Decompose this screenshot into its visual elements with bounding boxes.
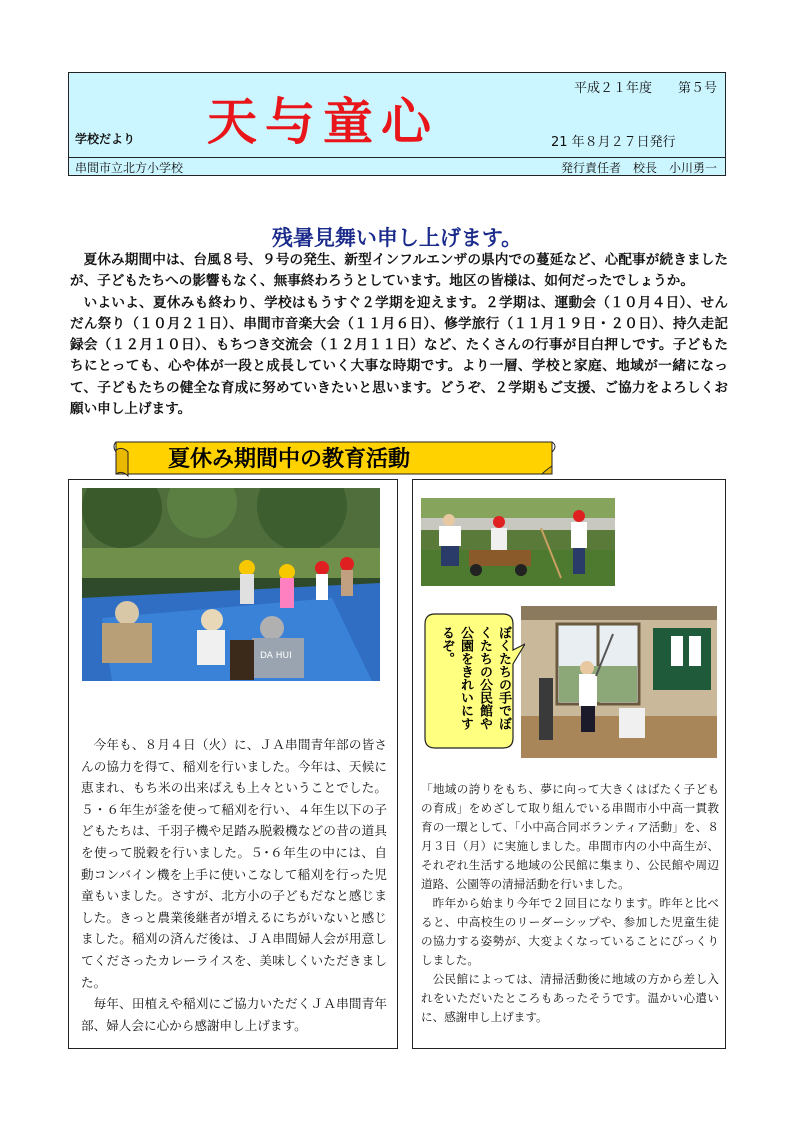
newsletter-header [68,72,726,176]
speech-bubble-text: ぼくたちの手でぼくたちの公民館や公園をきれいにするぞ。 [439,626,511,730]
volunteer-paragraph-2: 昨年から始まり今年で２回目になります。昨年と比べると、中高校生のリーダーシップや、参加した児童生徒の協力する姿勢が、大変よくなっていることにびっくりしました。 [421,896,719,967]
intro-paragraph-1: 夏休み期間中は、台風８号、９号の発生、新型インフルエンザの県内での蔓延など、心配事が続きましたが、子どもたちへの影響もなく、無事終わろうとしています。地区の皆様は、如何だったでしょうか。 [70,252,728,290]
intro-paragraph-2: いよいよ、夏休みも終わり、学校はもうすぐ２学期を迎えます。２学期は、運動会（１０月４日）、せんだん祭り（１０月２１日）、串間市音楽大会（１１月６日）、修学旅行（１１月１９日・２０日）、持久走記録会（１２月１０日）、もちつき交流会（１２月１１日）など、たくさんの行事が目白押しです。子どもたちにとっても、心や体が一段と成長していく大事な時期です。より一層、学校と家庭、地域が一緒になって、子どもたちの健全な育成に努めていきたいと思います。どうぞ、２学期もご支援、ご協力をよろしくお願い申し上げます。 [70,294,728,418]
section-title: 夏休み期間中の教育活動 [168,447,411,472]
cleanup-park-photo [421,498,615,586]
volunteer-paragraph-3: 公民館によっては、清掃活動後に地域の方から差し入れをいただいたところもあったそうです。温かい心遣いに、感謝申し上げます。 [421,972,719,1024]
rice-harvest-text [81,734,387,1036]
newsletter-title: 天与童心 [207,92,439,151]
newsletter-type: 学校だより [75,132,136,146]
greeting-heading: 残暑見舞い申し上げます。 [271,226,523,250]
issue-date: 21 年８月２７日発行 [551,135,676,150]
issue-number: 平成２１年度 第５号 [573,81,717,96]
volunteer-text [421,780,719,1027]
header-divider [69,157,725,158]
volunteer-article [412,479,726,1049]
school-name: 串間市立北方小学校 [75,161,184,175]
volunteer-paragraph-1: 「地域の誇りをもち、夢に向って大きくはばたく子どもの育成」をめざして取り組んでいる串間市小中高一貫教育の一環として、「小中高合同ボランティア活動」を、８月３日（月）に実施しました。串間市内の小中高生が、それぞれ生活する地域の公民館に集まり、公民館や周辺道路、公園等の清掃活動を行いました。 [421,782,719,891]
cleanup-hall-photo [521,606,717,758]
speech-bubble [421,610,517,750]
rice-harvest-paragraph-1: 今年も、８月４日（火）に、ＪＡ串間青年部の皆さんの協力を得て、稲刈を行いました。今年は、天候に恵まれ、もち米の出来ばえも上々ということでした。５・６年生が釜を使って稲刈を行い、４年生以下の子どもたちは、千羽子機や足踏み脱穀機などの昔の道具を使って脱穀を行いました。５･６年生の中には、自動コンバイン機を上手に使いこなして稲刈を行った児童もいました。さすが、北方小の子どもだなと感じました。きっと農業後継者が増えるにちがいないと感じました。稲刈の済んだ後は、ＪＡ串間婦人会が用意してくださったカレーライスを、美味しくいただきました。 [81,737,387,990]
publisher: 発行責任者 校長 小川勇一 [560,161,717,175]
rice-harvest-photo [82,488,380,681]
rice-harvest-article [68,479,398,1049]
rice-harvest-paragraph-2: 毎年、田植えや稲刈にご協力いただくＪＡ串間青年部、婦人会に心から感謝申し上げます。 [81,996,387,1033]
intro-text [70,250,728,420]
section-banner [112,436,558,480]
shirt-text: DA HUI [260,651,292,661]
